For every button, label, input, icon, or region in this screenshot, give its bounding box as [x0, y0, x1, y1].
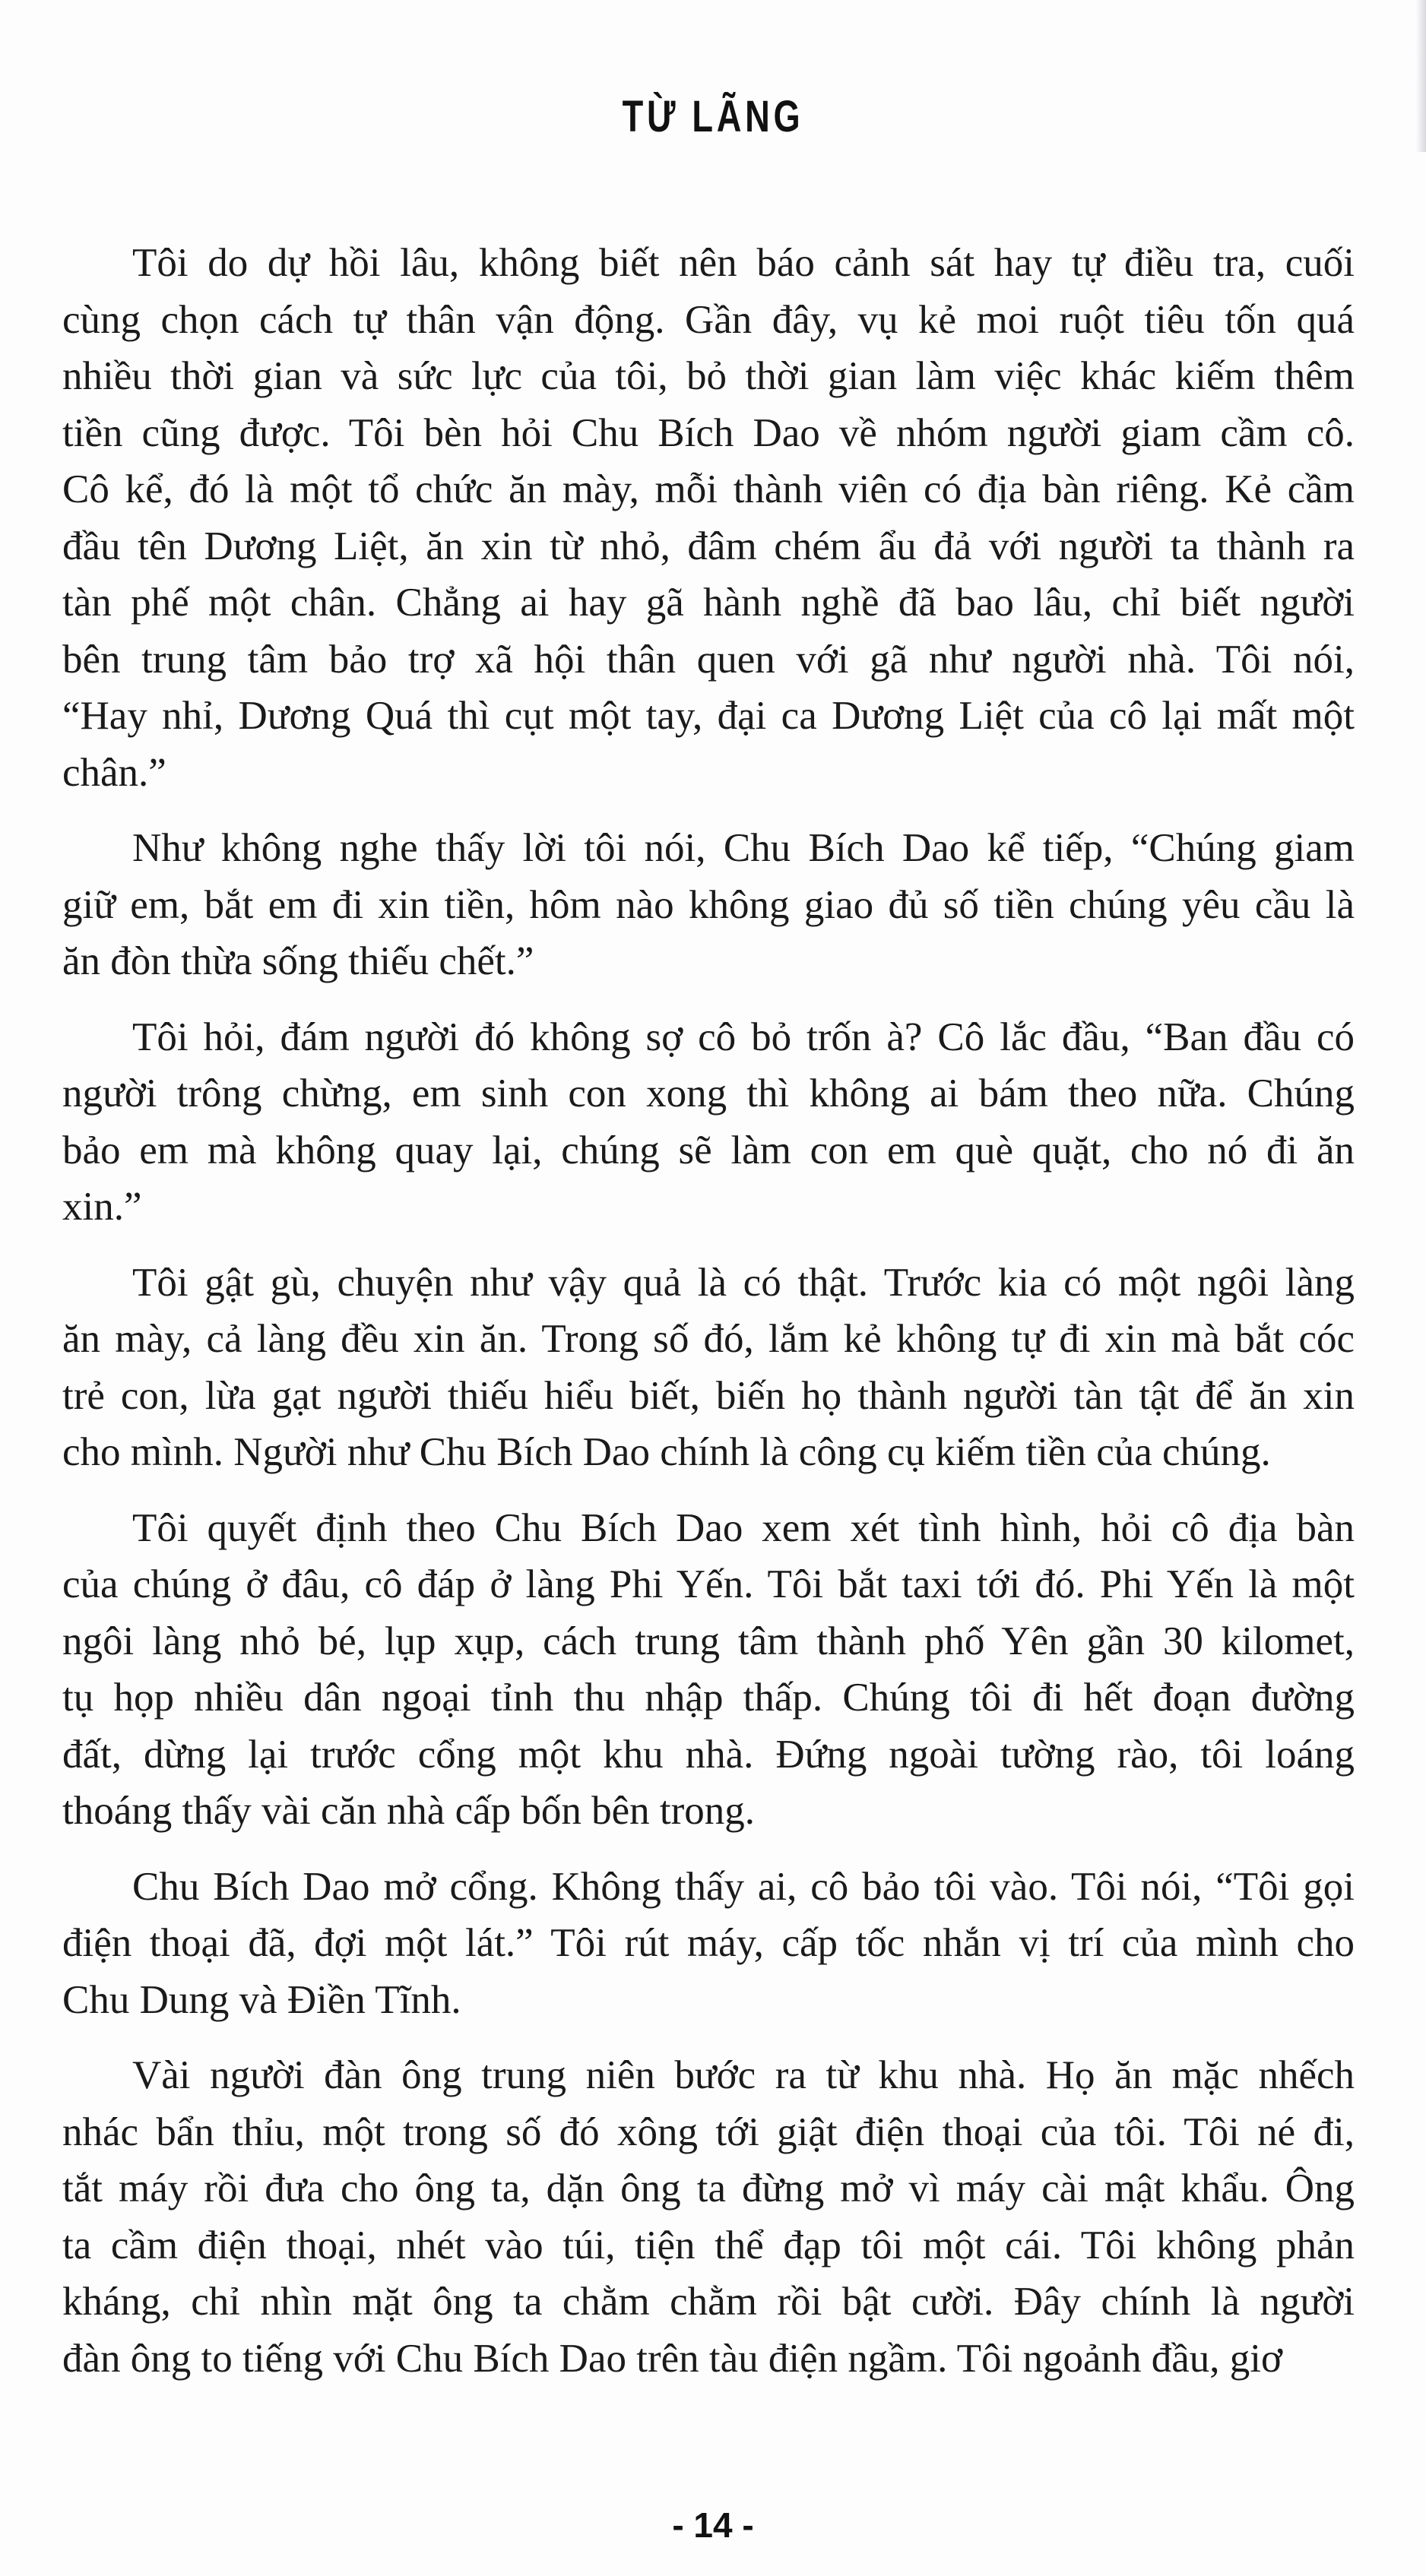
text-line: điện thoại đã, đợi một lát.” Tôi rút máy, cấp tốc nhắn vị trí của mình cho: [62, 1921, 1355, 1965]
text-line: nhác bẩn thỉu, một trong số đó xông tới giật điện thoại của tôi. Tôi né đi,: [62, 2109, 1355, 2154]
text-line: xin.”: [62, 1185, 142, 1229]
text-line: Như không nghe thấy lời tôi nói, Chu Bích Dao kể tiếp, “Chúng giam: [132, 826, 1355, 870]
text-line: ngôi làng nhỏ bé, lụp xụp, cách trung tâm thành phố Yên gần 30 kilomet,: [62, 1619, 1355, 1663]
text-line: cho mình. Người như Chu Bích Dao chính là công cụ kiếm tiền của chúng.: [62, 1430, 1271, 1474]
text-line: Tôi gật gù, chuyện như vậy quả là có thật. Trước kia có một ngôi làng: [132, 1260, 1355, 1305]
text-line: đầu tên Dương Liệt, ăn xin từ nhỏ, đâm chém ẩu đả với người ta thành ra: [62, 524, 1355, 568]
text-line: ta cầm điện thoại, nhét vào túi, tiện thể đạp tôi một cái. Tôi không phản: [62, 2223, 1355, 2267]
text-line: tàn phế một chân. Chẳng ai hay gã hành nghề đã bao lâu, chỉ biết người: [62, 581, 1355, 625]
page-number: - 14 -: [672, 2505, 754, 2545]
page-edge-shadow: [1415, 0, 1426, 152]
text-line: giữ em, bắt em đi xin tiền, hôm nào không giao đủ số tiền chúng yêu cầu là: [62, 882, 1355, 927]
text-line: đất, dừng lại trước cổng một khu nhà. Đứng ngoài tường rào, tôi loáng: [62, 1732, 1355, 1777]
text-line: kháng, chỉ nhìn mặt ông ta chằm chằm rồi bật cười. Đây chính là người: [62, 2280, 1355, 2324]
text-line: nhiều thời gian và sức lực của tôi, bỏ thời gian làm việc khác kiếm thêm: [62, 354, 1355, 398]
paragraph: [62, 820, 1355, 990]
paragraph: [62, 1859, 1355, 2029]
paragraph: [62, 2047, 1355, 2387]
text-line: Chu Bích Dao mở cổng. Không thấy ai, cô bảo tôi vào. Tôi nói, “Tôi gọi: [132, 1864, 1355, 1909]
text-line: tiền cũng được. Tôi bèn hỏi Chu Bích Dao về nhóm người giam cầm cô.: [62, 410, 1355, 455]
paragraph: [62, 1500, 1355, 1840]
paragraph: [62, 1009, 1355, 1236]
text-line: ăn đòn thừa sống thiếu chết.”: [62, 939, 534, 983]
text-line: Vài người đàn ông trung niên bước ra từ khu nhà. Họ ăn mặc nhếch: [132, 2053, 1355, 2097]
text-line: Tôi quyết định theo Chu Bích Dao xem xét tình hình, hỏi cô địa bàn: [132, 1505, 1355, 1550]
text-line: chân.”: [62, 750, 166, 795]
text-line: Chu Dung và Điền Tĩnh.: [62, 1977, 461, 2022]
text-line: Cô kể, đó là một tổ chức ăn mày, mỗi thành viên có địa bàn riêng. Kẻ cầm: [62, 467, 1355, 511]
text-line: tắt máy rồi đưa cho ông ta, dặn ông ta đừng mở vì máy cài mật khẩu. Ông: [62, 2166, 1355, 2210]
text-line: Tôi hỏi, đám người đó không sợ cô bỏ trốn à? Cô lắc đầu, “Ban đầu có: [132, 1014, 1355, 1059]
text-line: thoáng thấy vài căn nhà cấp bốn bên trong.: [62, 1789, 756, 1833]
text-line: người trông chừng, em sinh con xong thì không ai bám theo nữa. Chúng: [62, 1071, 1355, 1116]
text-line: bên trung tâm bảo trợ xã hội thân quen với gã như người nhà. Tôi nói,: [62, 637, 1355, 682]
text-line: tụ họp nhiều dân ngoại tỉnh thu nhập thấp. Chúng tôi đi hết đoạn đường: [62, 1676, 1355, 1720]
text-line: bảo em mà không quay lại, chúng sẽ làm con em què quặt, cho nó đi ăn: [62, 1128, 1355, 1172]
chapter-title: TỪ LÃNG: [622, 92, 804, 141]
text-line: “Hay nhỉ, Dương Quá thì cụt một tay, đại ca Dương Liệt của cô lại mất một: [62, 694, 1355, 738]
text-line: ăn mày, cả làng đều xin ăn. Trong số đó, lắm kẻ không tự đi xin mà bắt cóc: [62, 1317, 1355, 1361]
paragraph: [62, 1255, 1355, 1481]
text-line: Tôi do dự hồi lâu, không biết nên báo cảnh sát hay tự điều tra, cuối: [132, 241, 1355, 285]
text-line: của chúng ở đâu, cô đáp ở làng Phi Yến. Tôi bắt taxi tới đó. Phi Yến là một: [62, 1562, 1355, 1606]
page-body: [62, 235, 1355, 2406]
text-line: cùng chọn cách tự thân vận động. Gần đây, vụ kẻ moi ruột tiêu tốn quá: [62, 297, 1355, 342]
text-line: đàn ông to tiếng với Chu Bích Dao trên tàu điện ngầm. Tôi ngoảnh đầu, giơ: [62, 2336, 1283, 2381]
paragraph: [62, 235, 1355, 801]
text-line: trẻ con, lừa gạt người thiếu hiểu biết, biến họ thành người tàn tật để ăn xin: [62, 1373, 1355, 1418]
